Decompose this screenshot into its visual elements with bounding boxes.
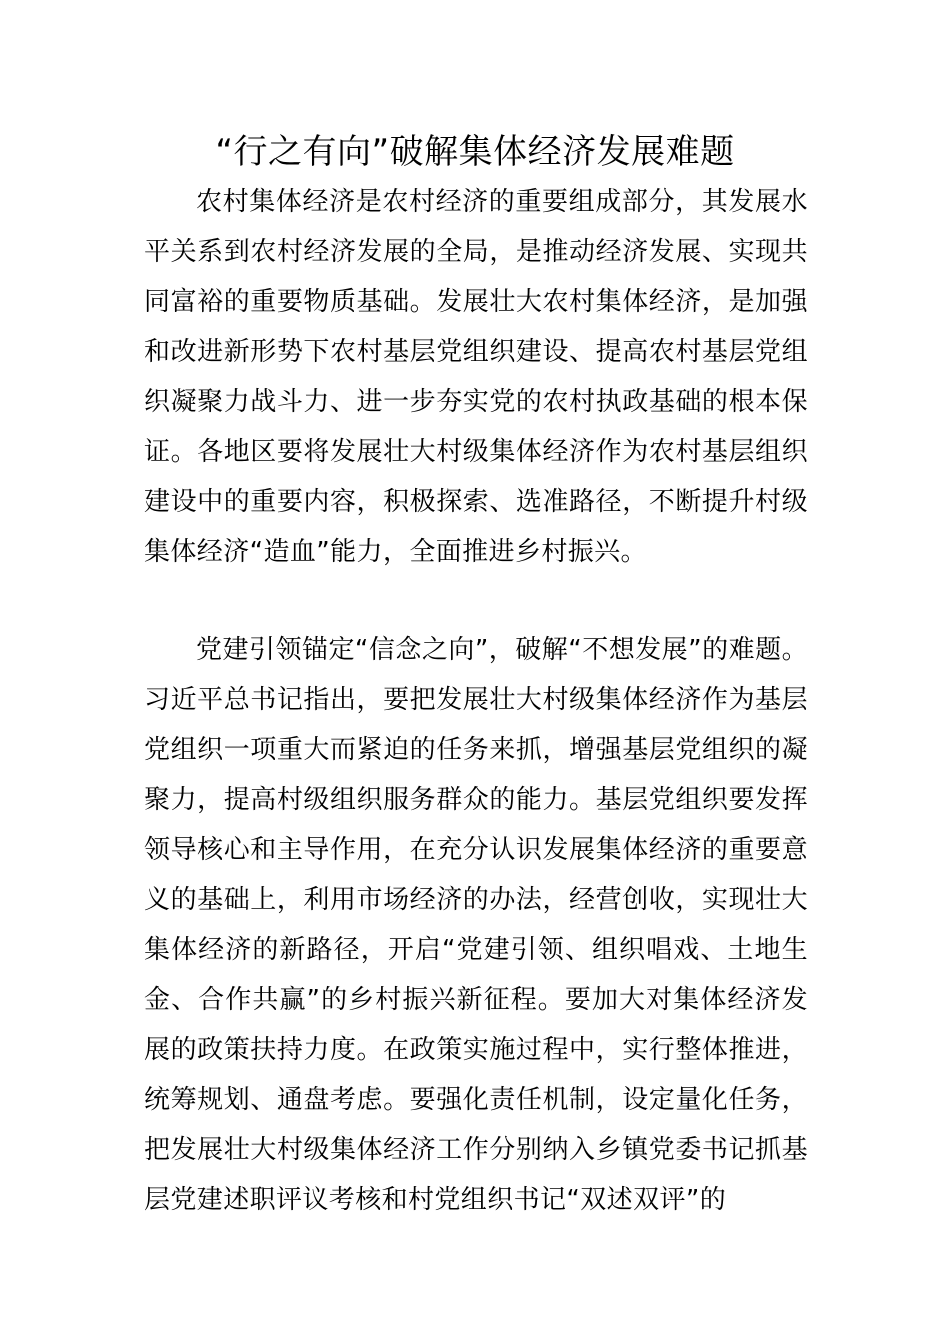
document-title: “行之有向”破解集体经济发展难题: [215, 132, 735, 172]
paragraph-2: 党建引领锚定“信念之向”，破解“不想发展”的难题。习近平总书记指出，要把发展壮大村级集体经济作为基层党组织一项重大而紧迫的任务来抓，增强基层党组织的凝聚力，提高村级组织服务群众的能力。基层党组织要发挥领导核心和主导作用，在充分认识发展集体经济的重要意义的基础上，利用市场经济的办法，经营创收，实现壮大集体经济的新路径，开启“党建引领、组织唱戏、土地生金、合作共赢”的乡村振兴新征程。要加大对集体经济发展的政策扶持力度。在政策实施过程中，实行整体推进，统筹规划、通盘考虑。要强化责任机制，设定量化任务，把发展壮大村级集体经济工作分别纳入乡镇党委书记抓基层党建述职评议考核和村党组织书记“双述双评”的: [144, 635, 808, 1215]
paragraph-1: 农村集体经济是农村经济的重要组成部分，其发展水平关系到农村经济发展的全局，是推动经济发展、实现共同富裕的重要物质基础。发展壮大农村集体经济，是加强和改进新形势下农村基层党组织建设、提高农村基层党组织凝聚力战斗力、进一步夯实党的农村执政基础的根本保证。各地区要将发展壮大村级集体经济作为农村基层组织建设中的重要内容，积极探索、选准路径，不断提升村级集体经济“造血”能力，全面推进乡村振兴。: [144, 187, 808, 567]
